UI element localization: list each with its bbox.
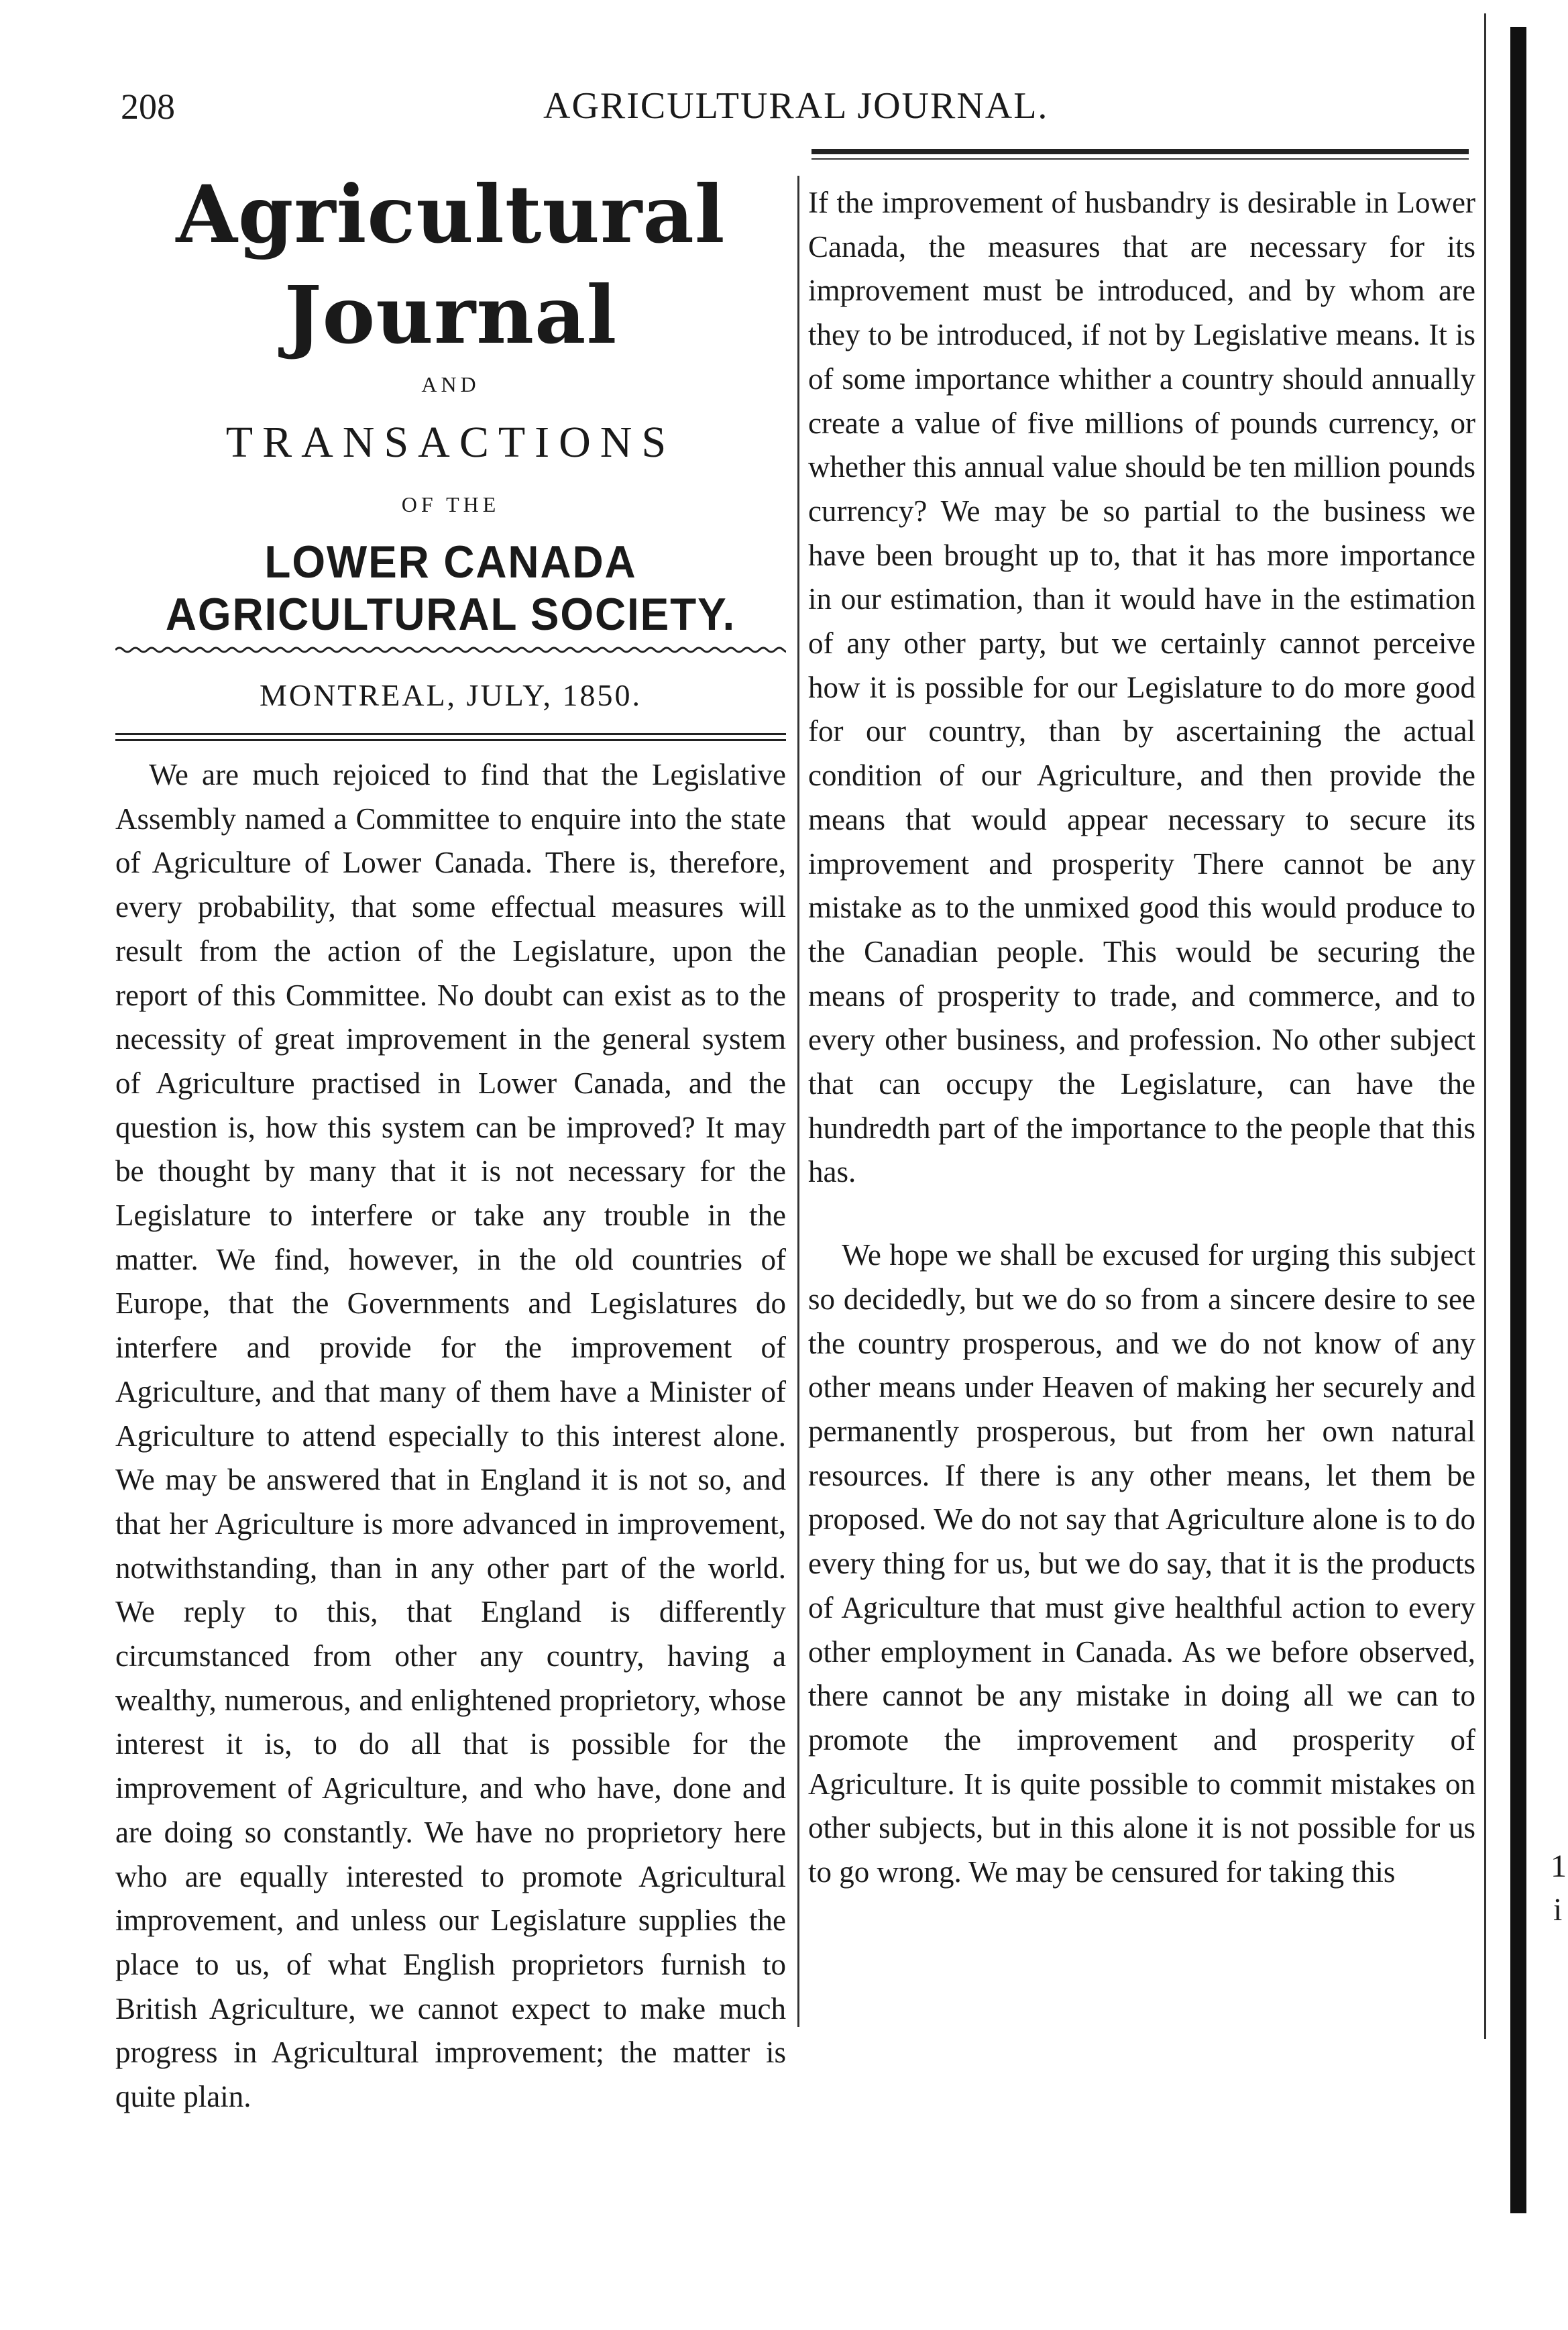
masthead-of-the: OF THE [401, 492, 500, 516]
right-page-edge [1510, 27, 1526, 2213]
column-divider [797, 176, 799, 2027]
article-paragraph-1: If the improvement of husbandry is desirable in Lower Canada, the measures that are necessary for its improvement must be introduced, and by whom are they to be introduced, if not by Legislative means. It is of some importance whither a country should annually create a value of five millions of pounds currency, or whether this annual value should be ten million pounds currency? We may be so partial to the business we have been brought up to, that it has more importance in our estimation, than it would have in the estimation of any other party, but we certainly cannot perceive how it is possible for our Legislature to do more good for our country, than by ascertaining the actual condition of our Agriculture, and then provide the means that would appear necessary to secure its improvement and prosperity There cannot be any mistake as to the unmixed good this would produce to the Canadian people. This would be securing the means of prosperity to trade, and commerce, and to every other business, and profession. No other subject that can occupy the Legislature, can have the hundredth part of the importance to the people that this has. [808, 186, 1475, 1189]
masthead-society: LOWER CANADA AGRICULTURAL SOCIETY. [165, 537, 736, 640]
margin-mark: 1 [1551, 1848, 1567, 1884]
article-paragraph-2: We hope we shall be excused for urging this subject so decidedly, but we do so from a sincere desire to see the country prosperous, and we do not know of any other means under Heaven of making her securely and permanently prosperous, but from her own natural resources. If there is any other means, let them be proposed. We do not say that Agriculture alone is to do every thing for us, but we do say, that it is the products of Agriculture that must give healthful action to every other employment in Canada. As we before observed, there cannot be any mistake in doing all we can to promote the improvement and prosperity of Agriculture. It is quite possible to commit mistakes on other subjects, but in this alone it is not possible for us to go wrong. We may be censured for taking this [808, 1238, 1475, 1889]
left-column [115, 164, 786, 2119]
masthead-title: Agricultural Journal [176, 168, 726, 362]
top-rule-thin [811, 158, 1469, 160]
double-rule [115, 733, 786, 741]
page-number: 208 [121, 87, 175, 127]
right-margin-rule [1484, 13, 1486, 2039]
masthead-and: AND [421, 372, 480, 396]
top-rule [811, 149, 1469, 154]
margin-mark: i [1553, 1892, 1563, 1928]
article-left-column: We are much rejoiced to find that the Legislative Assembly named a Committee to enquire into the state of Agriculture of Lower Canada. There is, therefore, every probability, that some effectual measures will result from the action of the Legislature, upon the report of this Committee. No doubt can exist as to the necessity of great improvement in the general system of Agriculture practised in Lower Canada, and the question is, how this system can be improved? It may be thought by many that it is not necessary for the Legislature to interfere or take any trouble in the matter. We find, however, in the old countries of Europe, that the Governments and Legislatures do interfere and provide for the improvement of Agriculture, and that many of them have a Minister of Agriculture to attend especially to this interest alone. We may be answered that in England it is not so, and that her Agriculture is more advanced in improvement, notwithstanding, than in any other part of the world. We reply to this, that England is differently circumstanced from other any country, having a wealthy, numerous, and enlightened proprietory, whose interest it is, to do all that is possible for the improvement of Agriculture, and who have, done and are doing so constantly. We have no proprietory here who are equally interested to promote Agricultural improvement, and unless our Legislature supplies the place to us, of what English proprietors furnish to British Agriculture, we cannot expect to make much progress in Agricultural improvement; the matter is quite plain. [115, 758, 786, 2114]
right-column [808, 181, 1475, 1895]
wavy-rule [115, 645, 786, 655]
dateline: MONTREAL, JULY, 1850. [260, 678, 642, 712]
masthead-transactions: TRANSACTIONS [225, 418, 676, 467]
running-title: AGRICULTURAL JOURNAL. [543, 85, 1049, 127]
